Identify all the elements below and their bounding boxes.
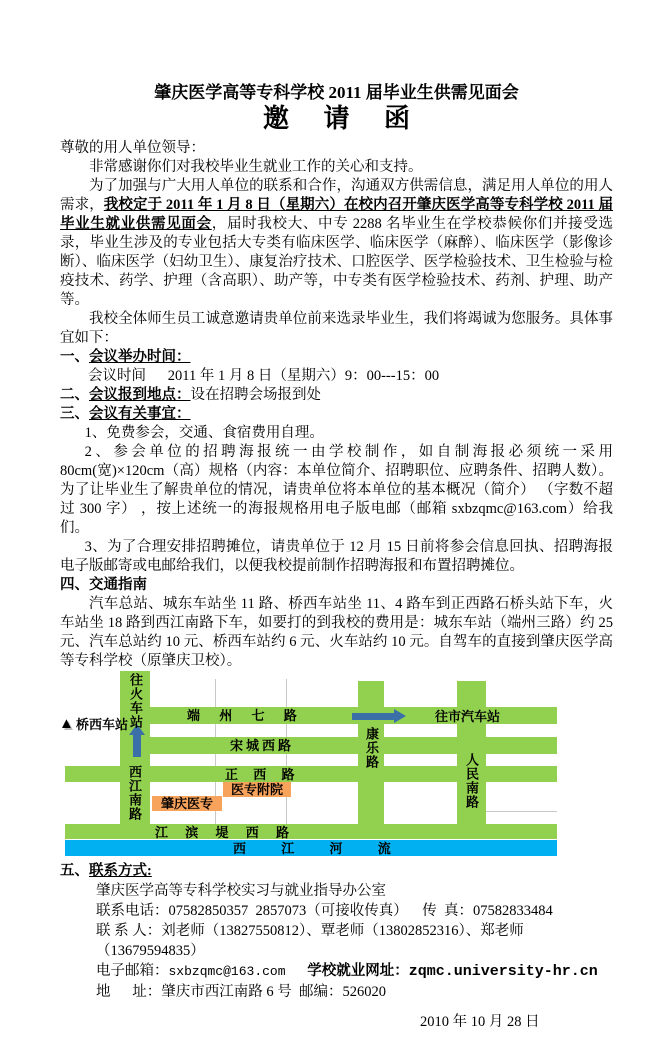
kangle-road-label: 康乐路 [364, 727, 379, 769]
website-label: 学校就业网址： [307, 963, 409, 979]
contact-address-line: 地 址：肇庆市西江南路 6 号 邮编：526020 [96, 984, 386, 1000]
section-3-item-3: 3、为了合理安排招聘摊位，请贵单位于 12 月 15 日前将参会信息回执、招聘海报电子版邮寄或电邮给我们，以便我校提前制作招聘海报和布置招聘摊位。 [60, 539, 613, 574]
section-1-header [60, 348, 613, 367]
duanzhou-qi-road-label: 端 州 七 路 [187, 708, 305, 723]
section-3-item-1: 1、免费参会，交通、食宿费用自理。 [84, 425, 324, 441]
jiangbin-di-west-road-label: 江 滨 堤 西 路 [155, 825, 297, 840]
xijiang-river-label: 西 江 河 流 [233, 841, 407, 856]
section-2-number: 二、 [60, 387, 89, 403]
section-5-header [60, 861, 613, 881]
section-3-number: 三、 [60, 406, 89, 422]
section-4-body: 汽车总站、城东车站坐 11 路、桥西车站坐 11、4 路车到正西路石桥头站下车，火车站坐 18 路到西江南路下车，如要打的到我校的费用是：城东车站（端州三路）约 25 元、汽车总站约 10 元、桥西车站约 6 元、火车站约 10 元。自驾车的直接到肇庆医学高等专科学校（原肇庆卫校）。 [60, 596, 613, 669]
contact-phone-line: 联系电话：07582850357 2857073（可接收传真） 传 真：07582833484 [96, 903, 553, 919]
salutation: 尊敬的用人单位领导： [60, 140, 205, 156]
section-3-header [60, 405, 613, 424]
medical-college-box: 肇庆医专 [152, 796, 222, 811]
body-text [60, 139, 613, 671]
email-label: 电子邮箱： [96, 963, 169, 979]
section-2-body: 设在招聘会场报到处 [190, 387, 321, 403]
affiliated-hospital-box: 医专附院 [223, 782, 291, 797]
section-3-title: 会议有关事宜： [89, 406, 191, 422]
website-url: zqmc.university-hr.cn [408, 963, 598, 980]
section-4-header [60, 576, 613, 595]
to-city-bus-station-label: 往市汽车站 [435, 709, 501, 724]
paragraph-thanks: 非常感谢你们对我校毕业生就业工作的关心和支持。 [89, 159, 423, 175]
xijiang-south-road-label: 西江南路 [127, 765, 142, 821]
zhengxi-road-label: 正 西 路 [225, 767, 301, 782]
map-gridline-vertical-1 [215, 679, 216, 839]
road-jiangbin-di-west [65, 824, 557, 839]
contact-persons-line: 联 系 人：刘老师（13827550812）、覃老师（13802852316）、郑老师（13679594835） [96, 923, 524, 959]
contact-office: 肇庆医学高等专科学校实习与就业指导办公室 [96, 883, 386, 899]
intro-pre: 为了加强与广大用人单位的联系和合作，沟通双方供需信息，满足用人单位的用人需求， [60, 178, 613, 213]
meeting-time-line: 会议时间 2011 年 1 月 8 日（星期六）9：00---15：00 [88, 368, 440, 384]
section-1-title: 会议举办时间： [89, 349, 191, 365]
renmin-south-road-label: 人民南路 [464, 753, 479, 809]
paragraph-intro [60, 177, 613, 310]
document-content [60, 82, 613, 1047]
section-2-title: 会议报到地点： [89, 387, 191, 403]
road-songcheng-west [120, 737, 557, 754]
section-5-number: 五、 [60, 863, 89, 879]
section-5-title: 联系方式: [89, 863, 152, 879]
page-title: 肇庆医学高等专科学校 2011 届毕业生供需见面会 [154, 83, 519, 102]
section-1-number: 一、 [60, 349, 89, 365]
paragraph-invite: 我校全体师生员工诚意邀请贵单位前来选录毕业生，我们将竭诚为您服务。具体事宜如下： [60, 311, 613, 346]
section-4-number: 四、 [60, 577, 89, 593]
traffic-map [58, 671, 611, 857]
map-gridline-vertical-2 [286, 679, 287, 839]
contact-section [60, 861, 613, 1002]
right-arrow-icon [394, 709, 406, 723]
station-triangle-icon: ▲ [59, 716, 74, 732]
section-4-title: 交通指南 [89, 577, 147, 593]
songcheng-west-road-label: 宋城西路 [230, 738, 295, 753]
to-train-station-label: 往火车站 [128, 673, 143, 729]
contact-email-line [60, 961, 613, 982]
document-date: 2010 年 10 月 28 日 [420, 1014, 540, 1030]
email-address: sxbzqmc@163.com [168, 964, 286, 979]
qiaoxi-station-label: 桥西车站 [76, 717, 129, 732]
section-2-header [60, 386, 613, 405]
intro-post: ，届时我校大、中专 2288 名毕业生在学校恭候你们并接受选录，毕业生涉及的专业包括大专类有临床医学、临床医学（麻醉）、临床医学（影像诊断）、临床医学（妇幼卫生）、康复治疗技术、口腔医学、医学检验技术、卫生检验与检疫技术、药学、护理（含高职）、助产等，中专类有医学检验技术、药剂、护理、助产等。 [60, 216, 614, 308]
page-subtitle: 邀 请 函 [262, 104, 424, 133]
section-3-item-2: 2、参会单位的招聘海报统一由学校制作，如自制海报必须统一采用 80cm(宽)×120cm（高）规格（内容：本单位简介、招聘职位、应聘条件、招聘人数）。为了让毕业生了解贵单位的情况，请贵单位将本单位的基本概况（简介） （字数不超过 300 字） ，按上述统一的海报规格用电子版电邮（邮箱 sxbzqmc@163.com）给我们。 [60, 444, 613, 536]
email-web-gap [286, 963, 308, 979]
up-arrow-shaft [133, 735, 141, 757]
intro-bold-highlight: 我校定于 2011 年 1 月 8 日（星期六）在校内召开肇庆医学高等专科学校 2011 届毕业生就业供需见面会 [60, 197, 614, 232]
right-arrow-shaft [352, 713, 394, 720]
